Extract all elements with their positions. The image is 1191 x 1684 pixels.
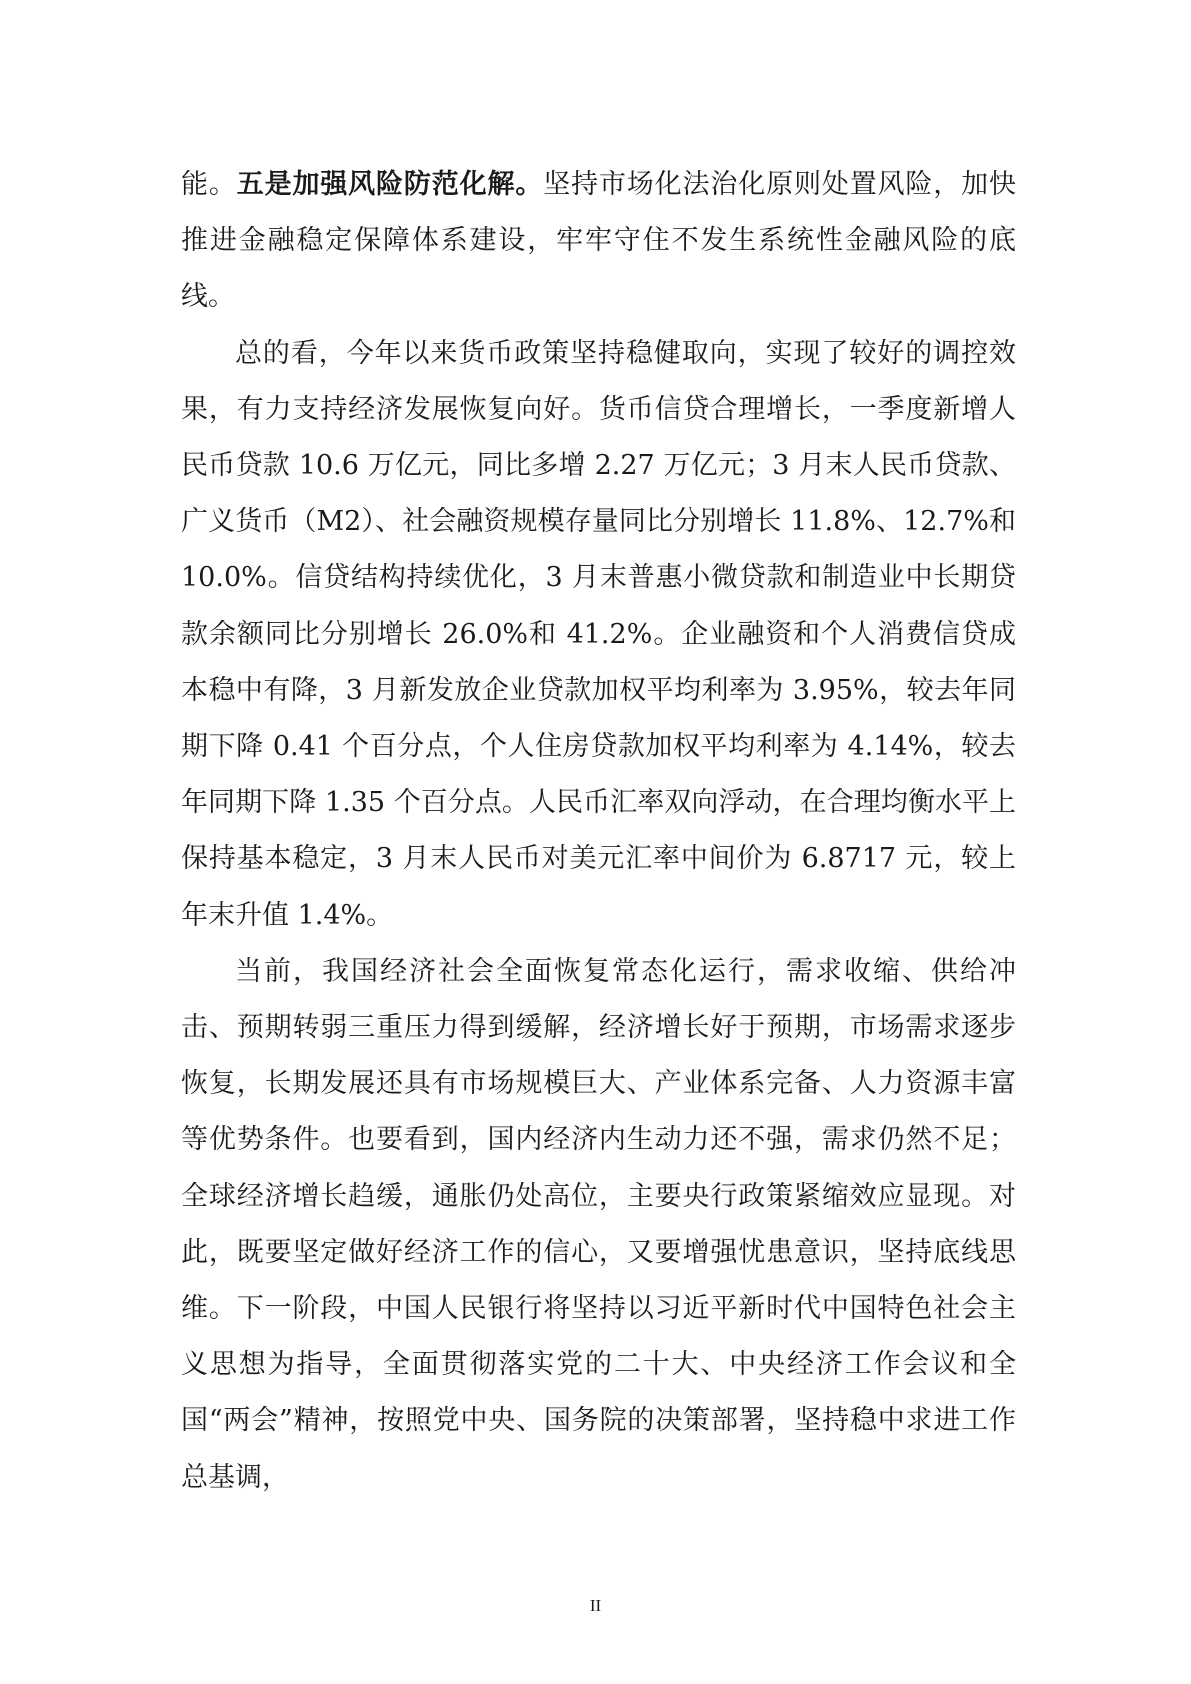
paragraph-3: 当前，我国经济社会全面恢复常态化运行，需求收缩、供给冲击、预期转弱三重压力得到缓解，经济增长好于预期，市场需求逐步恢复，长期发展还具有市场规模巨大、产业体系完备、人力资源丰富等优势条件。也要看到，国内经济内生动力还不强，需求仍然不足；全球经济增长趋缓，通胀仍处高位，主要央行政策紧缩效应显现。对此，既要坚定做好经济工作的信心，又要增强忧患意识，坚持底线思维。下一阶段，中国人民银行将坚持以习近平新时代中国特色社会主义思想为指导，全面贯彻落实党的二十大、中央经济工作会议和全国“两会”精神，按照党中央、国务院的决策部署，坚持稳中求进工作总基调， bbox=[181, 955, 1016, 1493]
body-text bbox=[181, 157, 1016, 1506]
paragraph-2: 总的看，今年以来货币政策坚持稳健取向，实现了较好的调控效果，有力支持经济发展恢复向好。货币信贷合理增长，一季度新增人民币贷款 10.6 万亿元，同比多增 2.27 万亿元；3 月末人民币贷款、广义货币（M2）、社会融资规模存量同比分别增长 11.8%、12.7%和 10.0%。信贷结构持续优化，3 月末普惠小微贷款和制造业中长期贷款余额同比分别增长 26.0%和 41.2%。企业融资和个人消费信贷成本稳中有降，3 月新发放企业贷款加权平均利率为 3.95%，较去年同期下降 0.41 个百分点，个人住房贷款加权平均利率为 4.14%，较去年同期下降 1.35 个百分点。人民币汇率双向浮动，在合理均衡水平上保持基本稳定，3 月末人民币对美元汇率中间价为 6.8717 元，较上年末升值 1.4%。 bbox=[181, 337, 1016, 931]
page-number: II bbox=[589, 1596, 602, 1615]
paragraph-1-rest: 坚持市场化法治化原则处置风险，加快推进金融稳定保障体系建设，牢牢守住不发生系统性金融风险的底线。 bbox=[181, 169, 1017, 313]
paragraph-1 bbox=[181, 157, 1016, 326]
paragraph-1-bold-heading: 五是加强风险防范化解。 bbox=[236, 169, 544, 200]
paragraph-1-lead: 能。 bbox=[181, 169, 237, 200]
